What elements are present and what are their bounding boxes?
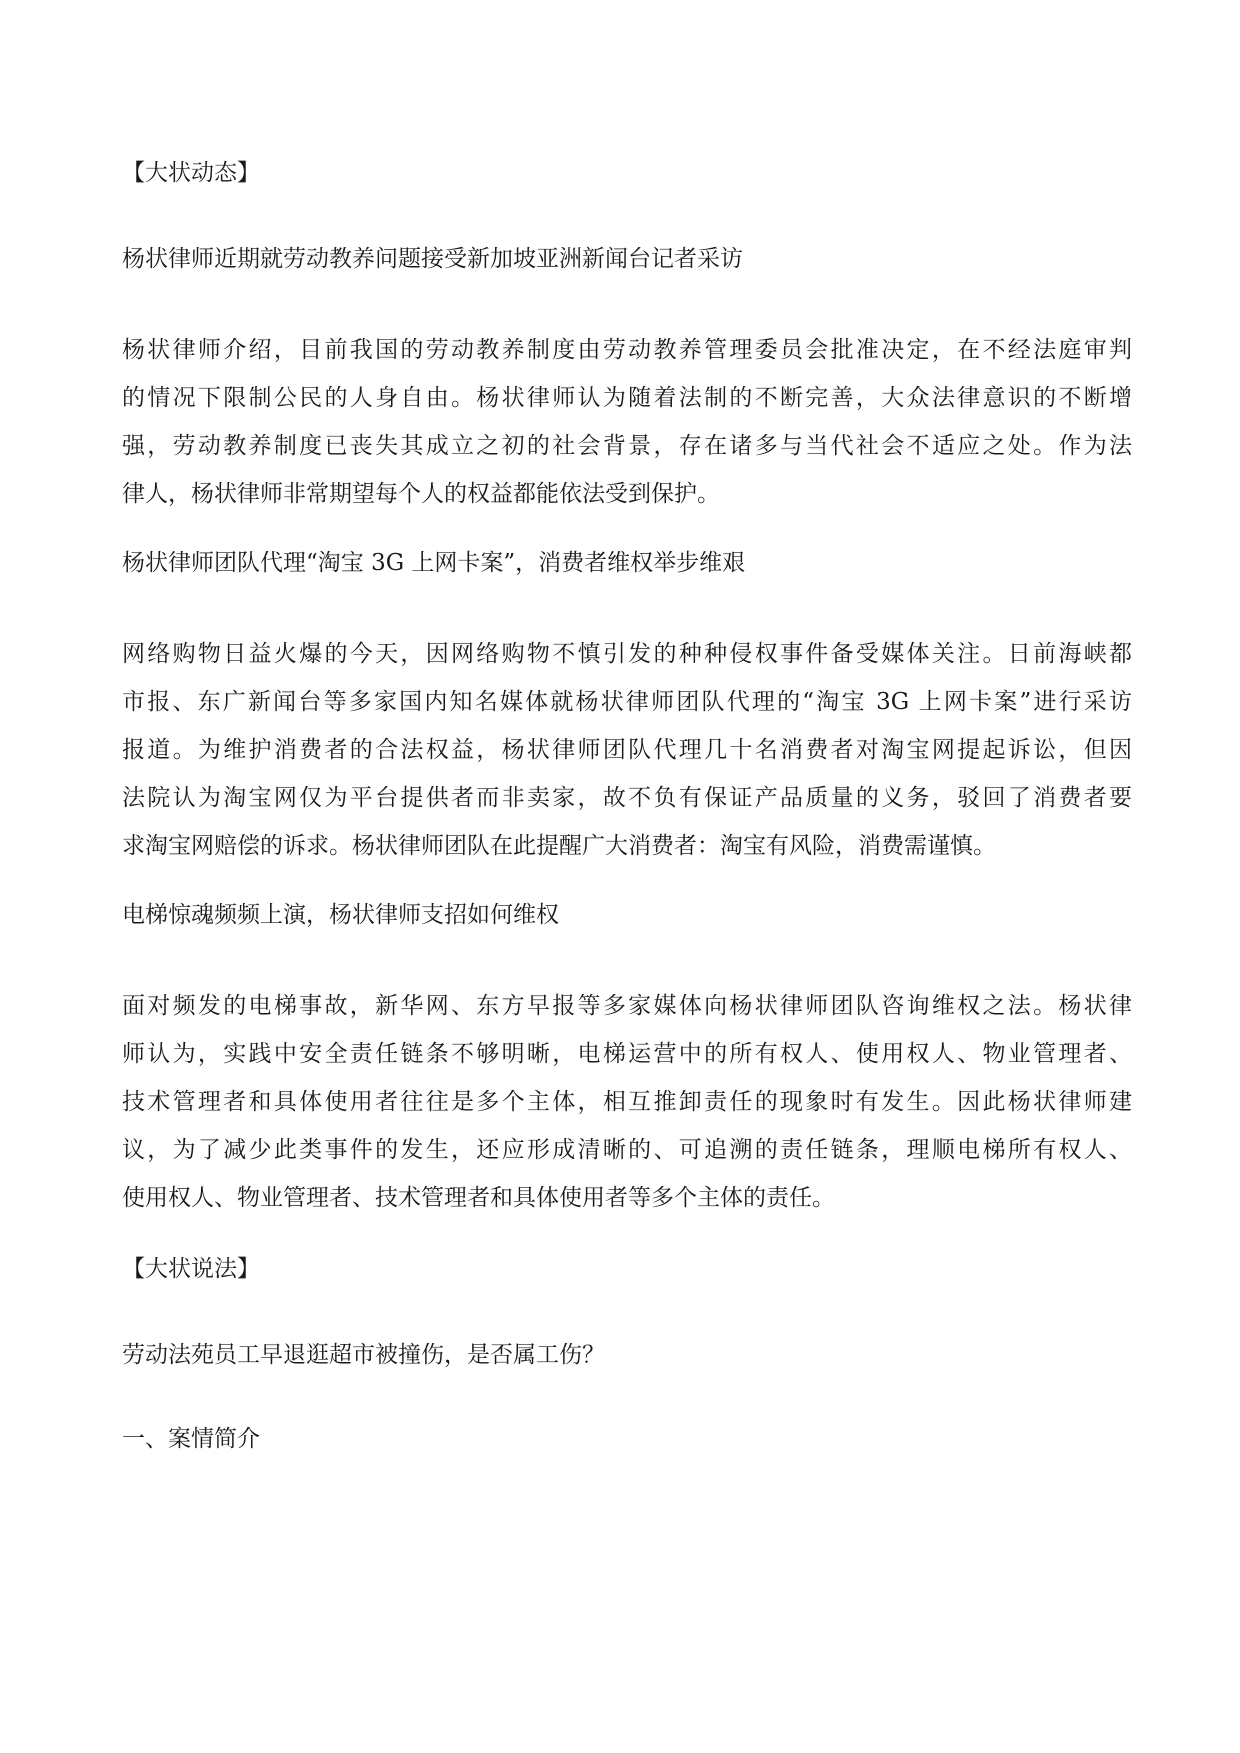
text-line: 求淘宝网赔偿的诉求。杨状律师团队在此提醒广大消费者：淘宝有风险，消费需谨慎。 (122, 833, 996, 859)
text-line: 报道。为维护消费者的合法权益，杨状律师团队代理几十名消费者对淘宝网提起诉讼，但因 (122, 737, 1132, 763)
case-title: 劳动法苑员工早退逛超市被撞伤，是否属工伤？ (122, 1342, 605, 1368)
news-body-1 (122, 326, 1132, 518)
news-title-2: 杨状律师团队代理“淘宝 3G 上网卡案”，消费者维权举步维艰 (122, 550, 746, 576)
text-line: 律人，杨状律师非常期望每个人的权益都能依法受到保护。 (122, 481, 720, 507)
text-line: 面对频发的电梯事故，新华网、东方早报等多家媒体向杨状律师团队咨询维权之法。杨状律 (122, 993, 1132, 1019)
case-subheading: 一、案情简介 (122, 1426, 260, 1452)
text-line: 强，劳动教养制度已丧失其成立之初的社会背景，存在诸多与当代社会不适应之处。作为法 (122, 433, 1132, 459)
text-line: 议，为了减少此类事件的发生，还应形成清晰的、可追溯的责任链条，理顺电梯所有权人、 (122, 1137, 1132, 1163)
news-body-2 (122, 630, 1132, 870)
text-line: 网络购物日益火爆的今天，因网络购物不慎引发的种种侵权事件备受媒体关注。日前海峡都 (122, 641, 1132, 667)
news-body-3 (122, 982, 1132, 1222)
news-title-1: 杨状律师近期就劳动教养问题接受新加坡亚洲新闻台记者采访 (122, 246, 743, 272)
section-heading-news: 【大状动态】 (122, 160, 260, 186)
text-line: 使用权人、物业管理者、技术管理者和具体使用者等多个主体的责任。 (122, 1185, 835, 1211)
text-line: 师认为，实践中安全责任链条不够明晰，电梯运营中的所有权人、使用权人、物业管理者、 (122, 1041, 1132, 1067)
text-line: 的情况下限制公民的人身自由。杨状律师认为随着法制的不断完善，大众法律意识的不断增 (122, 385, 1132, 411)
news-title-3: 电梯惊魂频频上演，杨状律师支招如何维权 (122, 902, 559, 928)
text-line: 市报、东广新闻台等多家国内知名媒体就杨状律师团队代理的“淘宝 3G 上网卡案”进行采访 (122, 689, 1132, 715)
section-heading-legal: 【大状说法】 (122, 1256, 260, 1282)
text-line: 杨状律师介绍，目前我国的劳动教养制度由劳动教养管理委员会批准决定，在不经法庭审判 (122, 337, 1132, 363)
text-line: 法院认为淘宝网仅为平台提供者而非卖家，故不负有保证产品质量的义务，驳回了消费者要 (122, 785, 1132, 811)
text-line: 技术管理者和具体使用者往往是多个主体，相互推卸责任的现象时有发生。因此杨状律师建 (122, 1089, 1132, 1115)
document-page (122, 0, 1132, 1753)
